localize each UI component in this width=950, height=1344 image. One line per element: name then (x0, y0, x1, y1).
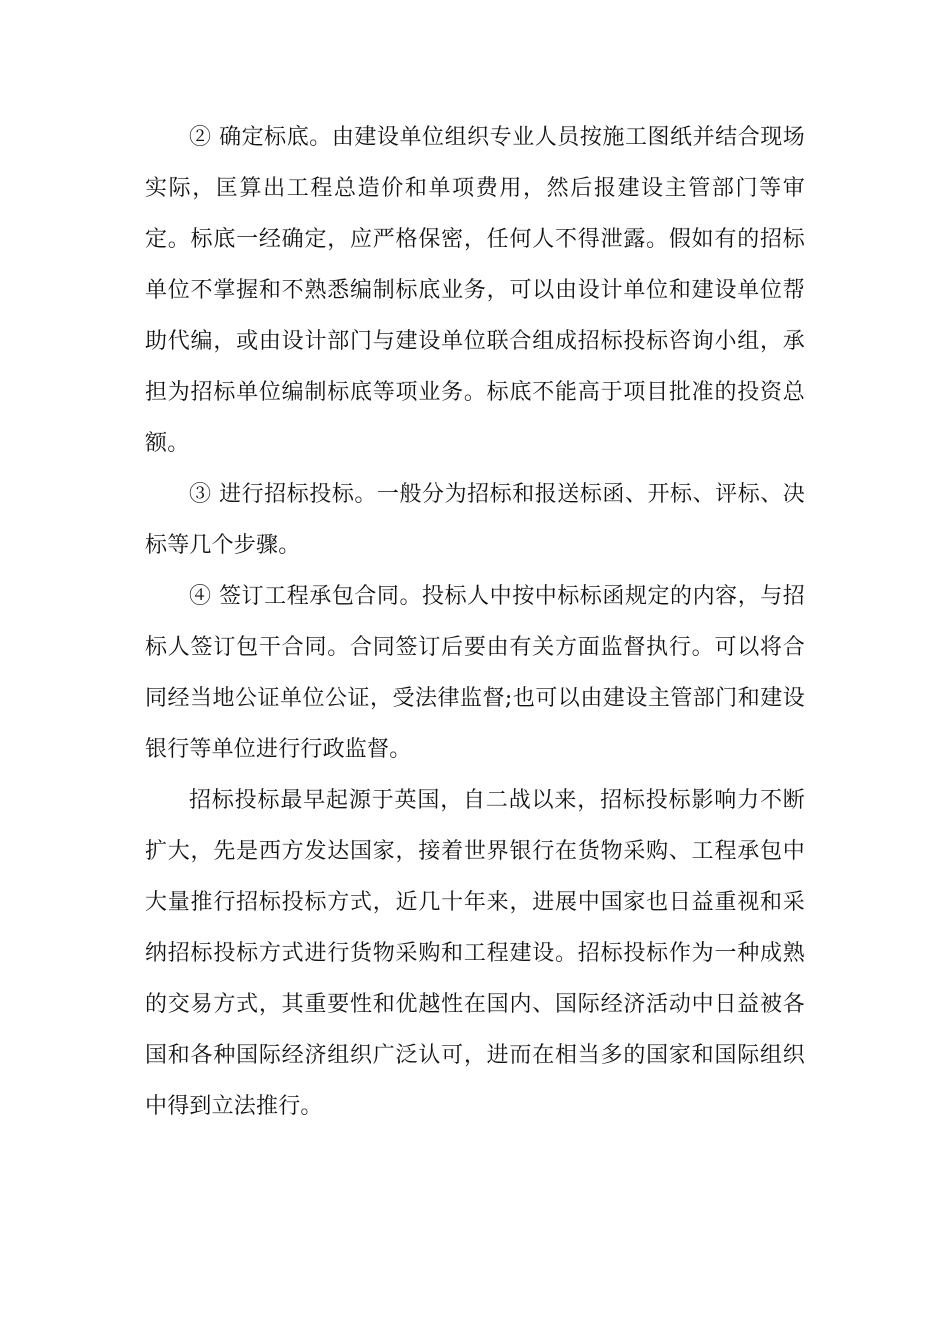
paragraph-bidding-history: 招标投标最早起源于英国，自二战以来，招标投标影响力不断扩大，先是西方发达国家，接着世界银行在货物采购、工程承包中大量推行招标投标方式，近几十年来，进展中国家也日益重视和采纳招标投标方式进行货物采购和工程建设。招标投标作为一种成熟的交易方式，其重要性和优越性在国内、国际经济活动中日益被各国和各种国际经济组织广泛认可，进而在相当多的国家和国际组织中得到立法推行。 (145, 788, 805, 1119)
paragraph-sign-contract: ④ 签订工程承包合同。投标人中按中标标函规定的内容，与招标人签订包干合同。合同签订后要由有关方面监督执行。可以将合同经当地公证单位公证，受法律监督;也可以由建设主管部门和建设银行等单位进行行政监督。 (145, 584, 805, 762)
paragraph-bidding-process: ③ 进行招标投标。一般分为招标和报送标函、开标、评标、决标等几个步骤。 (145, 482, 805, 558)
paragraph-determine-base-price: ② 确定标底。由建设单位组织专业人员按施工图纸并结合现场实际，匡算出工程总造价和单项费用，然后报建设主管部门等审定。标底一经确定，应严格保密，任何人不得泄露。假如有的招标单位不掌握和不熟悉编制标底业务，可以由设计单位和建设单位帮助代编，或由设计部门与建设单位联合组成招标投标咨询小组，承担为招标单位编制标底等项业务。标底不能高于项目批准的投资总额。 (145, 125, 805, 456)
document-body (145, 112, 805, 1132)
